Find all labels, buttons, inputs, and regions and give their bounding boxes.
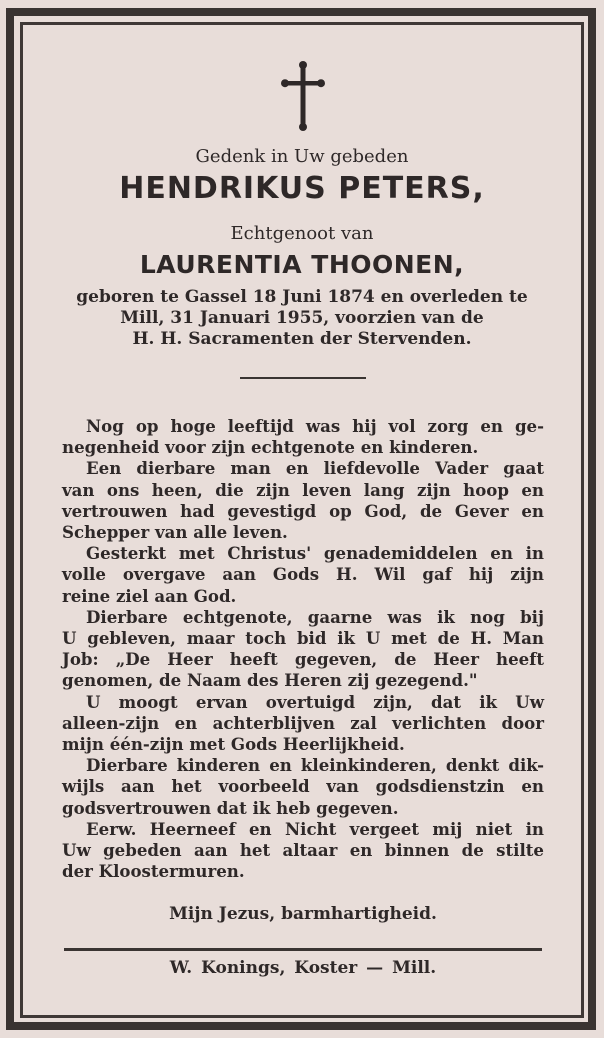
intro-text: Gedenk in Uw gebeden xyxy=(195,146,409,167)
text-line: Nog op hoge leeftijd was hij vol zorg en ge- xyxy=(86,416,544,436)
text-line: genomen, de Naam des Heren zij gezegend." xyxy=(62,670,478,691)
printer-credit: W. Konings, Koster — Mill. xyxy=(169,958,437,978)
birth-death-line: geboren te Gassel 18 Juni 1874 en overleden te xyxy=(76,287,528,307)
short-divider xyxy=(240,377,366,379)
birth-death-text xyxy=(40,287,564,350)
text-line: van ons heen, die zijn leven lang zijn hoop en xyxy=(62,479,544,500)
text-line: U gebleven, maar toch bid ik U met de H. Man xyxy=(62,628,544,649)
text-line: negenheid voor zijn echtgenote en kinderen. xyxy=(62,437,479,458)
text-line: reine ziel aan God. xyxy=(62,585,237,606)
text-line: Een dierbare man en liefdevolle Vader gaat xyxy=(86,458,544,479)
text-line: Dierbare echtgenote, gaarne was ik nog bij xyxy=(86,606,544,627)
spouse-name: LAURENTIA THOONEN, xyxy=(139,250,465,279)
text-line: vertrouwen had gevestigd op God, de Gever en xyxy=(62,500,544,521)
text-line: Job: „De Heer heeft gegeven, de Heer heeft xyxy=(62,649,544,670)
cross-icon xyxy=(281,60,325,134)
text-line: Uw gebeden aan het altaar en binnen de stilte xyxy=(62,840,544,861)
text-line: volle overgave aan Gods H. Wil gaf hij zijn xyxy=(62,564,544,585)
text-line: Gesterkt met Christus' genademiddelen en in xyxy=(86,543,544,564)
deceased-name: HENDRIKUS PETERS, xyxy=(119,171,485,206)
memorial-text xyxy=(62,416,544,882)
text-line: wijls aan het voorbeeld van godsdienstzin en xyxy=(62,776,544,797)
text-line: alleen-zijn en achterblijven zal verlichten door xyxy=(62,712,544,733)
text-line: Dierbare kinderen en kleinkinderen, denkt dik- xyxy=(86,755,544,776)
spouse-label: Echtgenoot van xyxy=(230,223,374,244)
closing-prayer: Mijn Jezus, barmhartigheid. xyxy=(169,904,437,924)
text-line: Eerw. Heerneef en Nicht vergeet mij niet in xyxy=(86,818,544,839)
text-line: mijn één-zijn met Gods Heerlijkheid. xyxy=(62,734,405,755)
birth-death-line: Mill, 31 Januari 1955, voorzien van de xyxy=(120,308,484,328)
text-line: Schepper van alle leven. xyxy=(62,522,288,543)
birth-death-line: H. H. Sacramenten der Stervenden. xyxy=(132,329,472,349)
text-line: godsvertrouwen dat ik heb gegeven. xyxy=(62,797,399,818)
text-line: U moogt ervan overtuigd zijn, dat ik Uw xyxy=(86,691,544,712)
footer-divider xyxy=(64,948,542,951)
text-line: der Kloostermuren. xyxy=(62,861,245,882)
